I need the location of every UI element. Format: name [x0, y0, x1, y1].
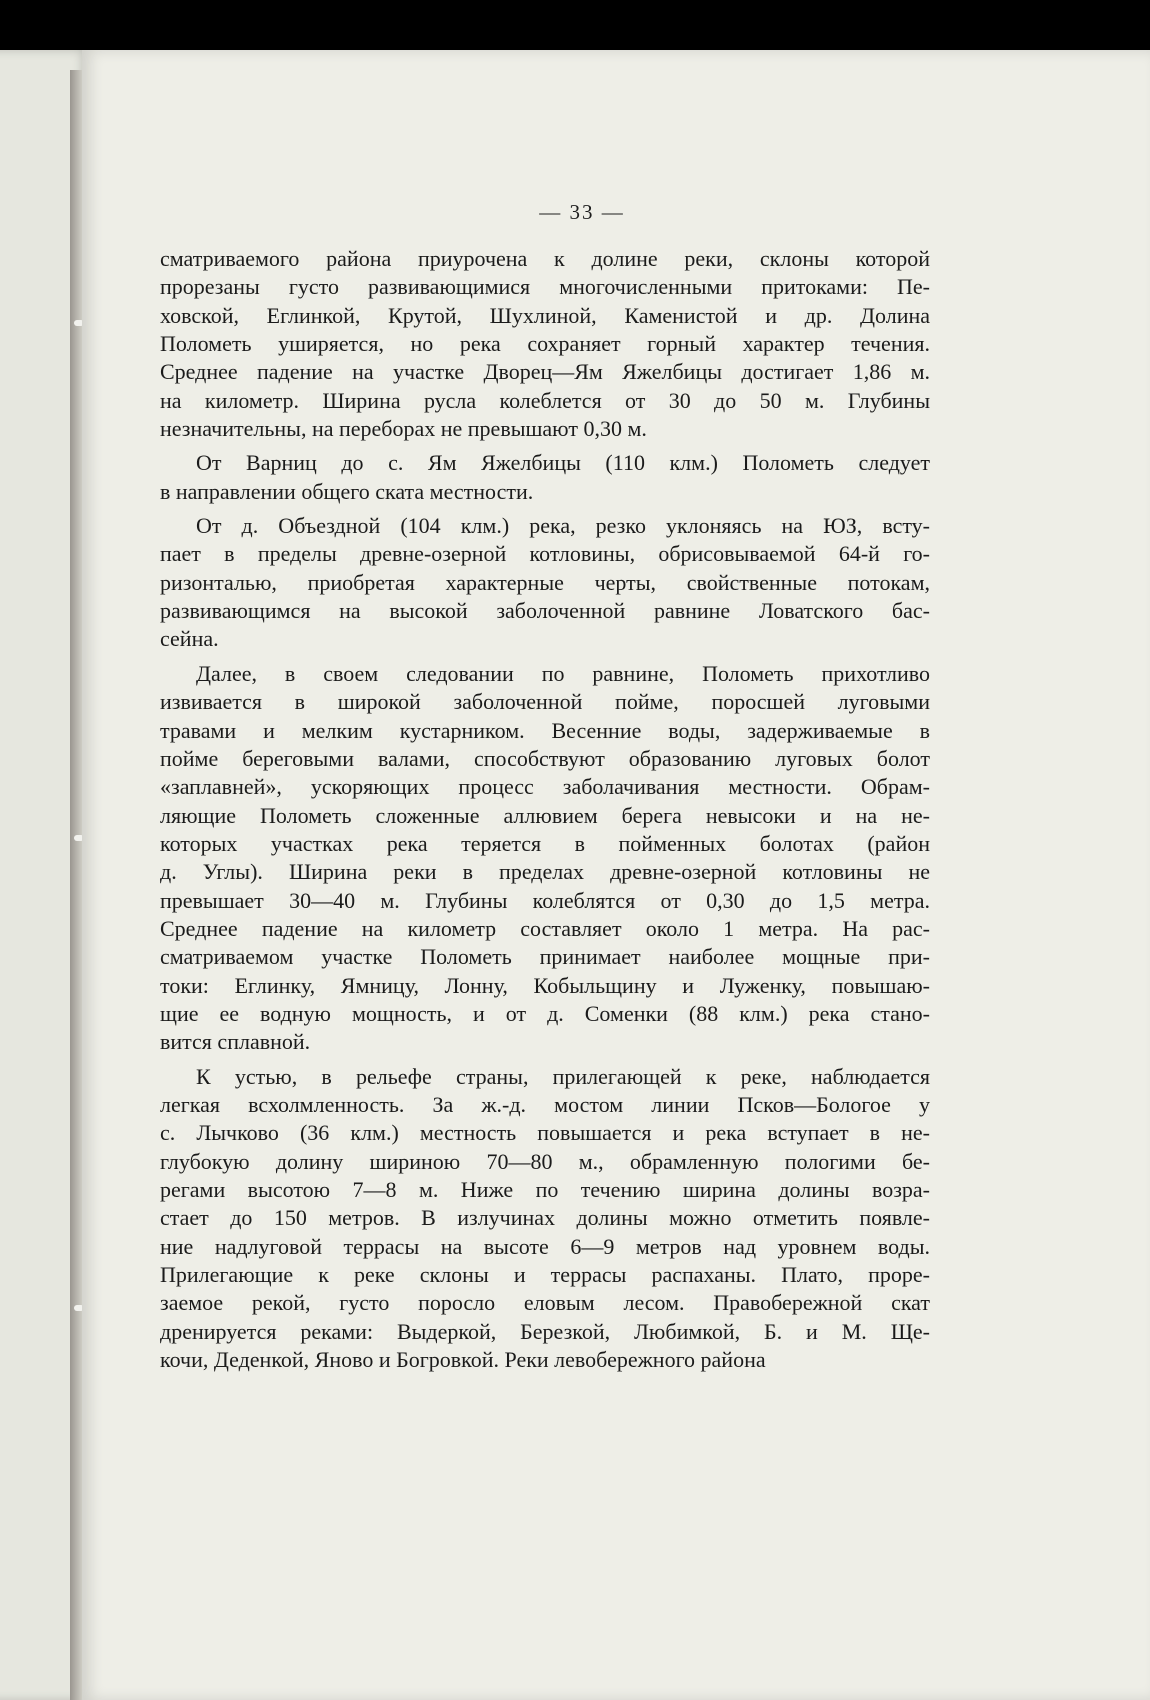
text-line: От д. Объездной (104 клм.) река, резко уклоняясь на ЮЗ, всту-: [196, 513, 930, 539]
text-line: стает до 150 метров. В излучинах долины можно отметить появле-: [160, 1205, 930, 1231]
text-line: пойме береговыми валами, способствуют образованию луговых болот: [160, 745, 930, 771]
text-line: заемое рекой, густо поросло еловым лесом. Правобережной скат: [160, 1290, 930, 1316]
text-line: Полометь уширяется, но река сохраняет горный характер течения.: [160, 331, 930, 357]
text-line: К устью, в рельефе страны, прилегающей к реке, наблюдается: [196, 1063, 930, 1089]
text-line: От Варниц до с. Ям Яжелбицы (110 клм.) Полометь следует: [196, 450, 930, 476]
text-line: «заплавней», ускоряющих процесс заболачивания местности. Обрам-: [160, 774, 930, 800]
text-line: на километр. Ширина русла колеблется от 30 до 50 м. Глубины: [160, 387, 930, 413]
text-line: ляющие Полометь сложенные аллювием берега невысоки и на не-: [160, 802, 930, 828]
text-line: токи: Еглинку, Ямницу, Лонну, Кобыльщину и Луженку, повышаю-: [160, 972, 930, 998]
text-line: развивающимся на высокой заболоченной равнине Ловатского бас-: [160, 598, 930, 624]
text-line: ризонталью, приобретая характерные черты, свойственные потокам,: [160, 569, 930, 595]
paragraph: [160, 660, 930, 1057]
text-line: д. Углы). Ширина реки в пределах древне-озерной котловины не: [160, 859, 930, 885]
paragraph: [160, 449, 930, 506]
text-line: в направлении общего ската местности.: [160, 478, 534, 504]
paragraph: [160, 1063, 930, 1375]
text-line: прорезаны густо развивающимися многочисленными притоками: Пе-: [160, 274, 930, 300]
text-line: вится сплавной.: [160, 1029, 311, 1055]
text-line: Среднее падение на километр составляет около 1 метра. На рас-: [160, 915, 930, 941]
text-line: ховской, Еглинкой, Крутой, Шухлиной, Каменистой и др. Долина: [160, 302, 930, 328]
book-page: [82, 50, 1150, 1700]
text-line: пает в пределы древне-озерной котловины, обрисовываемой 64-й го-: [160, 541, 930, 567]
text-line: травами и мелким кустарником. Весенние воды, задерживаемые в: [160, 717, 930, 743]
text-line: дренируется реками: Выдеркой, Березкой, Любимкой, Б. и М. Ще-: [160, 1318, 930, 1344]
paragraph: [160, 512, 930, 654]
text-line: сейна.: [160, 626, 219, 652]
text-line: щие ее водную мощность, и от д. Соменки (88 клм.) река стано-: [160, 1000, 930, 1026]
page-number: — 33 —: [539, 200, 625, 224]
text-line: Прилегающие к реке склоны и террасы распаханы. Плато, проре-: [160, 1262, 930, 1288]
text-line: с. Лычково (36 клм.) местность повышается и река вступает в не-: [160, 1120, 930, 1146]
text-line: сматриваемом участке Полометь принимает наиболее мощные при-: [160, 944, 930, 970]
text-line: кочи, Деденкой, Яново и Богровкой. Реки левобережного района: [160, 1347, 766, 1373]
text-line: регами высотою 7—8 м. Ниже по течению ширина долины возра-: [160, 1177, 930, 1202]
text-line: превышает 30—40 м. Глубины колеблятся от 0,30 до 1,5 метра.: [160, 887, 930, 913]
text-line: Далее, в своем следовании по равнине, Полометь прихотливо: [196, 660, 930, 686]
body-text: [160, 245, 930, 1380]
text-line: ние надлуговой террасы на высоте 6—9 метров над уровнем воды.: [160, 1233, 930, 1259]
paragraph: [160, 245, 930, 443]
text-line: сматриваемого района приурочена к долине реки, склоны которой: [160, 246, 930, 271]
text-line: Среднее падение на участке Дворец—Ям Яжелбицы достигает 1,86 м.: [160, 359, 930, 385]
text-line: глубокую долину шириною 70—80 м., обрамленную пологими бе-: [160, 1148, 930, 1174]
text-line: извивается в широкой заболоченной пойме, поросшей луговыми: [160, 689, 930, 715]
text-line: легкая всхолмленность. За ж.-д. мостом линии Псков—Бологое у: [160, 1091, 930, 1117]
text-line: которых участках река теряется в пойменных болотах (район: [160, 830, 930, 856]
text-line: незначительны, на переборах не превышают 0,30 м.: [160, 416, 647, 442]
